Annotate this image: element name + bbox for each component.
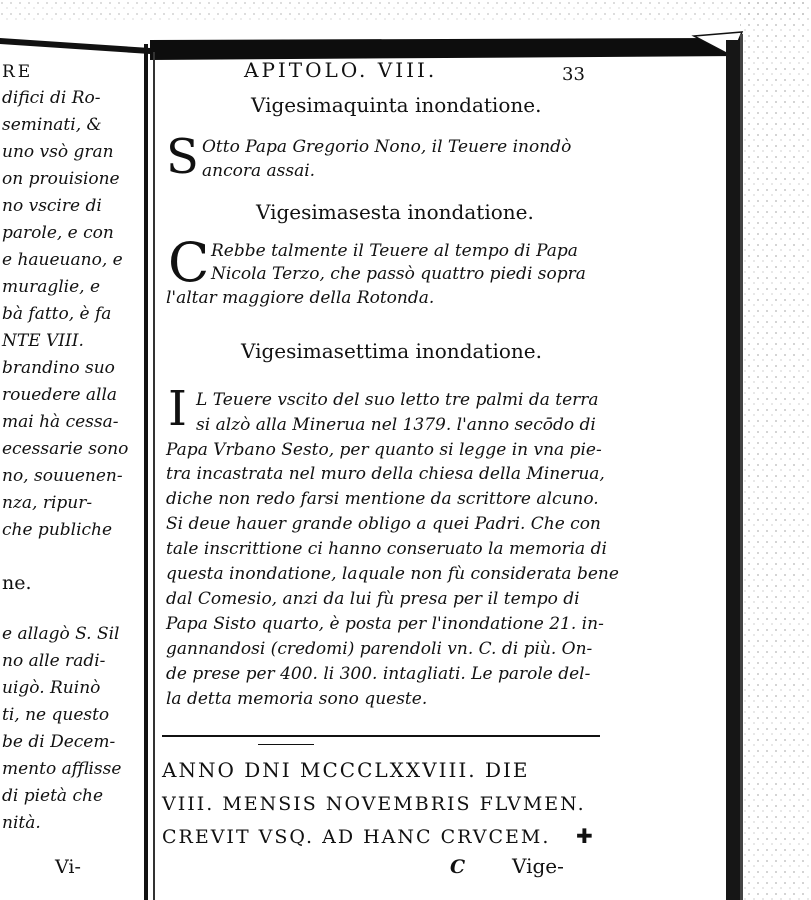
left-line: nità. (2, 813, 41, 833)
left-line: be di Decem- (2, 732, 116, 752)
body-line: dal Comesio, anzi da lui fù presa per il tempo di (166, 589, 580, 609)
left-line: parole, e con (2, 223, 114, 243)
body-line: diche non redo farsi mentione da scrittore alcuno. (166, 489, 599, 509)
left-line: nza, ripur- (2, 493, 93, 513)
body-line: Rebbe talmente il Teuere al tempo di Papa (211, 241, 578, 261)
body-line: ancora assai. (202, 161, 316, 181)
left-line: muraglie, e (2, 277, 101, 297)
body-line: tale inscrittione ci hanno conseruato la memoria di (166, 539, 607, 559)
body-line: l'altar maggiore della Rotonda. (166, 288, 435, 308)
left-line: bà fatto, è fa (2, 304, 112, 324)
left-line: no alle radi- (2, 651, 106, 671)
left-line: uigò. Ruinò (2, 678, 101, 698)
section-heading: Vigesimaquinta inondatione. (251, 93, 542, 117)
drop-cap: I (168, 381, 187, 437)
left-line: no, souuenen- (2, 466, 123, 486)
left-line: che publiche (2, 520, 113, 540)
body-line: Papa Vrbano Sesto, per quanto si legge in vna pie- (166, 440, 602, 460)
body-line: tra incastrata nel muro della chiesa della Minerua, (166, 464, 605, 484)
body-line: Papa Sisto quarto, è posta per l'inondatione 21. in- (166, 614, 604, 634)
catchword: Vige- (512, 854, 564, 878)
left-line: di pietà che (2, 786, 104, 806)
left-line: ecessarie sono (2, 439, 129, 459)
left-line: difici di Ro- (2, 88, 101, 108)
body-line: questa inondatione, laquale non fù considerata bene (166, 564, 619, 584)
body-line: si alzò alla Minerua nel 1379. l'anno secōdo di (196, 415, 596, 435)
section-heading: Vigesimasesta inondatione. (256, 200, 534, 224)
left-line: seminati, & (2, 115, 102, 135)
body-line: Otto Papa Gregorio Nono, il Teuere inondò (202, 137, 572, 157)
inscription-line: CREVIT VSQ. AD HANC CRVCEM. (162, 826, 551, 848)
left-line: mento afflisse (2, 759, 122, 779)
drop-cap: C (168, 231, 210, 294)
body-line: Nicola Terzo, che passò quattro piedi sopra (211, 264, 586, 284)
divider-rule (162, 735, 600, 737)
body-line: la detta memoria sono queste. (166, 689, 428, 709)
left-catchword: Vi- (55, 856, 81, 878)
left-line: NTE VIII. (2, 331, 84, 351)
left-running-head: RE (2, 62, 34, 82)
left-line: brandino suo (2, 358, 115, 378)
drop-cap: S (166, 129, 199, 185)
left-line: e haueuano, e (2, 250, 123, 270)
body-line: de prese per 400. li 300. intagliati. Le parole del- (166, 664, 591, 684)
body-line: Si deue hauer grande obligo a quei Padri. Che con (166, 514, 601, 534)
left-line: no vscire di (2, 196, 102, 216)
left-line: uno vsò gran (2, 142, 114, 162)
left-line: rouedere alla (2, 385, 118, 405)
left-line: ti, ne questo (2, 705, 110, 725)
running-head: APITOLO. VIII. (244, 58, 438, 82)
body-line: gannandosi (credomi) parendoli vn. C. di più. On- (166, 639, 593, 659)
page-number: 33 (562, 64, 585, 85)
left-line: mai hà cessa- (2, 412, 119, 432)
inscription-line: VIII. MENSIS NOVEMBRIS FLVMEN. (162, 793, 586, 815)
section-heading: Vigesimasettima inondatione. (241, 339, 542, 363)
left-line: e allagò S. Sil (2, 624, 120, 644)
left-section-heading-tail: ne. (2, 572, 32, 594)
inscription-line: ANNO DNI MCCCLXXVIII. DIE (162, 758, 530, 782)
body-line: L Teuere vscito del suo letto tre palmi da terra (196, 390, 599, 410)
signature-mark: C (450, 856, 466, 878)
cross-mark: ✚ (576, 824, 593, 848)
abbreviation-bar (258, 744, 314, 745)
left-line: on prouisione (2, 169, 120, 189)
